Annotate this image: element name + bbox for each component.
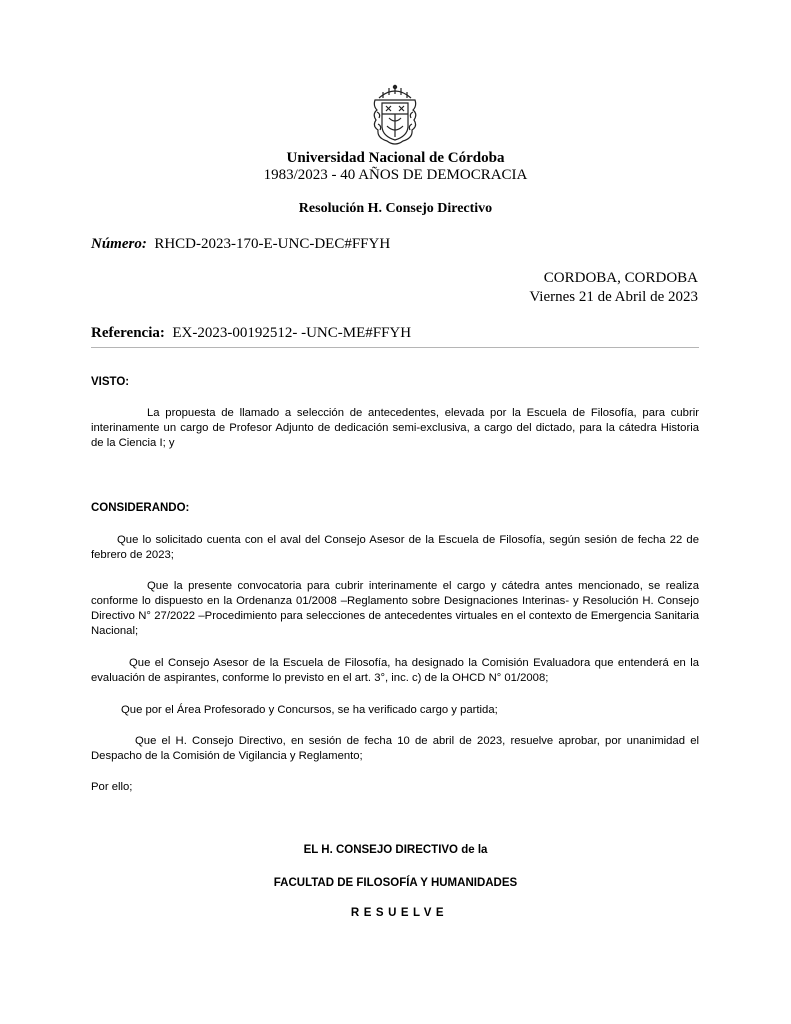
considerando-paragraph: Que el Consejo Asesor de la Escuela de Filosofía, ha designado la Comisión Evaluadora que entenderá en la evaluación de aspirantes, conforme lo previsto en el art. 3°, inc. c) de la OHCD N° 01/2008; [91, 657, 699, 684]
faculty-line: FACULTAD DE FILOSOFÍA Y HUMANIDADES [273, 877, 518, 889]
visto-paragraph: La propuesta de llamado a selección de antecedentes, elevada por la Escuela de Filosofía, para cubrir interinamente un cargo de Profesor Adjunto de dedicación semi-exclusiva, a cargo del dictado, para la cátedra Historia de la Ciencia I; y [91, 407, 699, 449]
university-motto: 1983/2023 - 40 AÑOS DE DEMOCRACIA [263, 167, 528, 183]
considerando-paragraph: Que el H. Consejo Directivo, en sesión de fecha 10 de abril de 2023, resuelve aprobar, por unanimidad el Despacho de la Comisión de Vigilancia y Reglamento; [91, 735, 699, 762]
place: CORDOBA, CORDOBA [543, 270, 698, 286]
university-crest-icon [369, 84, 421, 148]
resolution-type: Resolución H. Consejo Directivo [298, 201, 493, 216]
resolution-number-label: Número: [91, 236, 147, 252]
header-divider [91, 347, 699, 348]
reference-value: EX-2023-00192512- -UNC-ME#FFYH [172, 325, 412, 341]
resolution-number-value: RHCD-2023-170-E-UNC-DEC#FFYH [154, 236, 391, 252]
reference-label: Referencia: [91, 325, 165, 341]
considerando-paragraph: Que por el Área Profesorado y Concursos, se ha verificado cargo y partida; [121, 704, 498, 716]
resolution-number [91, 236, 390, 253]
considerando-paragraph: Que lo solicitado cuenta con el aval del Consejo Asesor de la Escuela de Filosofía, según sesión de fecha 22 de febrero de 2023; [91, 534, 699, 561]
visto-heading: VISTO: [91, 376, 130, 388]
council-line: EL H. CONSEJO DIRECTIVO de la [303, 844, 488, 856]
por-ello: Por ello; [91, 781, 133, 793]
reference [91, 325, 411, 342]
date: Viernes 21 de Abril de 2023 [529, 289, 698, 305]
university-name: Universidad Nacional de Córdoba [286, 150, 505, 166]
resuelve-heading: RESUELVE [350, 907, 449, 919]
considerando-heading: CONSIDERANDO: [91, 502, 190, 514]
considerando-paragraph: Que la presente convocatoria para cubrir interinamente el cargo y cátedra antes mencionado, se realiza conforme lo dispuesto en la Ordenanza 01/2008 –Reglamento sobre Designaciones Interinas- y Resolución H. Consejo Directivo N° 27/2022 –Procedimiento para selecciones de antecedentes virtuales en el contexto de Emergencia Sanitaria Nacional; [91, 580, 699, 637]
